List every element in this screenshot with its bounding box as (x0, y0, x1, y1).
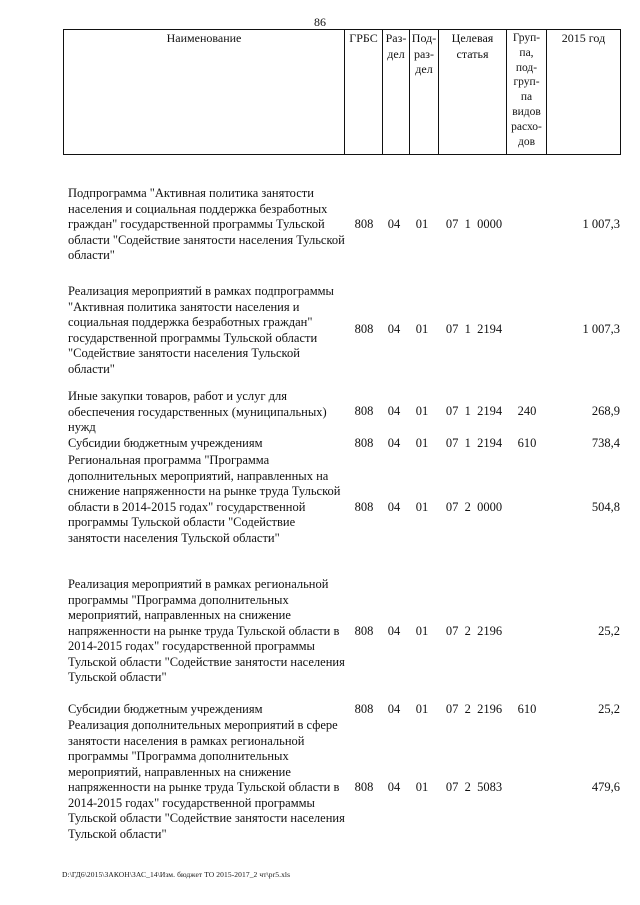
row-podrazdel: 01 (415, 404, 429, 418)
row-amount: 1 007,3 (582, 322, 620, 336)
header-name: Наименование (166, 31, 242, 45)
file-path-footer: D:\ГД6\2015\ЗАКОН\ЗАС_14\Изм. бюджет ТО 2015-2017_2 чт\pr5.xls (62, 870, 291, 879)
row-razdel: 04 (387, 624, 401, 638)
row-podrazdel: 01 (415, 217, 429, 231)
row-podrazdel: 01 (415, 780, 429, 794)
row-celevaya: 07 1 2194 (445, 404, 503, 418)
row-grbs: 808 (354, 624, 374, 638)
row-celevaya: 07 2 2196 (445, 624, 503, 638)
header-gruppa: Груп- па, под- груп- па видов расхо- дов (506, 30, 546, 154)
header-year: 2015 год (546, 30, 620, 154)
row-name: Субсидии бюджетным учреждениям (68, 702, 263, 716)
row-vid: 610 (517, 436, 537, 450)
row-celevaya: 07 2 0000 (445, 500, 503, 514)
row-podrazdel: 01 (415, 436, 429, 450)
row-razdel: 04 (387, 322, 401, 336)
page-number: 86 (314, 15, 326, 29)
row-razdel: 04 (387, 780, 401, 794)
row-grbs: 808 (354, 702, 374, 716)
row-podrazdel: 01 (415, 702, 429, 716)
row-celevaya: 07 2 5083 (445, 780, 503, 794)
row-razdel: 04 (387, 217, 401, 231)
row-razdel: 04 (387, 436, 401, 450)
row-amount: 25,2 (598, 702, 620, 716)
row-name: Подпрограмма "Активная политика занятости населения и социальная поддержка безработных граждан" государственной программы Тульской области "Содействие занятости населения Тульской области" (68, 186, 345, 262)
row-name: Реализация дополнительных мероприятий в сфере занятости населения в рамках региональной программы "Программа дополнительных мероприятий, направленных на снижение напряженности на рынке труда Тульской области в 2014-2015 годах" государственной программы Тульской области "Содействие занятости населения Тульской области" (68, 718, 345, 841)
row-razdel: 04 (387, 702, 401, 716)
header-celevaya: Целевая статья (438, 30, 506, 154)
row-grbs: 808 (354, 500, 374, 514)
row-amount: 268,9 (591, 404, 620, 418)
row-grbs: 808 (354, 780, 374, 794)
row-name: Субсидии бюджетным учреждениям (68, 436, 263, 450)
row-amount: 738,4 (591, 436, 620, 450)
row-amount: 504,8 (591, 500, 620, 514)
row-grbs: 808 (354, 322, 374, 336)
row-name: Реализация мероприятий в рамках региональной программы "Программа дополнительных мероприятий, направленных на снижение напряженности на рынке труда Тульской области в 2014-2015 годах" государственной программы Тульской области "Содействие занятости населения Тульской области" (68, 577, 345, 684)
row-celevaya: 07 1 2194 (445, 322, 503, 336)
row-grbs: 808 (354, 436, 374, 450)
row-celevaya: 07 1 2194 (445, 436, 503, 450)
row-name: Реализация мероприятий в рамках подпрограммы "Активная политика занятости населения и социальная поддержка безработных граждан" государственной программы Тульской области "Содействие занятости населения Тульской области" (68, 284, 334, 376)
row-grbs: 808 (354, 217, 374, 231)
row-name: Иные закупки товаров, работ и услуг для обеспечения государственных (муниципальных) нужд (68, 389, 327, 434)
row-vid: 610 (517, 702, 537, 716)
header-razdel: Раз- дел (382, 30, 409, 154)
row-amount: 1 007,3 (582, 217, 620, 231)
row-podrazdel: 01 (415, 500, 429, 514)
row-razdel: 04 (387, 500, 401, 514)
table-header (63, 29, 621, 155)
header-grbs: ГРБС (344, 30, 382, 154)
row-podrazdel: 01 (415, 624, 429, 638)
row-vid: 240 (517, 404, 537, 418)
row-celevaya: 07 1 0000 (445, 217, 503, 231)
row-grbs: 808 (354, 404, 374, 418)
row-amount: 479,6 (591, 780, 620, 794)
row-amount: 25,2 (598, 624, 620, 638)
row-podrazdel: 01 (415, 322, 429, 336)
row-razdel: 04 (387, 404, 401, 418)
row-celevaya: 07 2 2196 (445, 702, 503, 716)
header-podrazdel: Под- раз- дел (409, 30, 438, 154)
row-name: Региональная программа "Программа дополнительных мероприятий, направленных на снижение напряженности на рынке труда Тульской области в 2014-2015 годах" государственной программы Тульской области "Содействие занятости населения Тульской области" (68, 453, 341, 545)
